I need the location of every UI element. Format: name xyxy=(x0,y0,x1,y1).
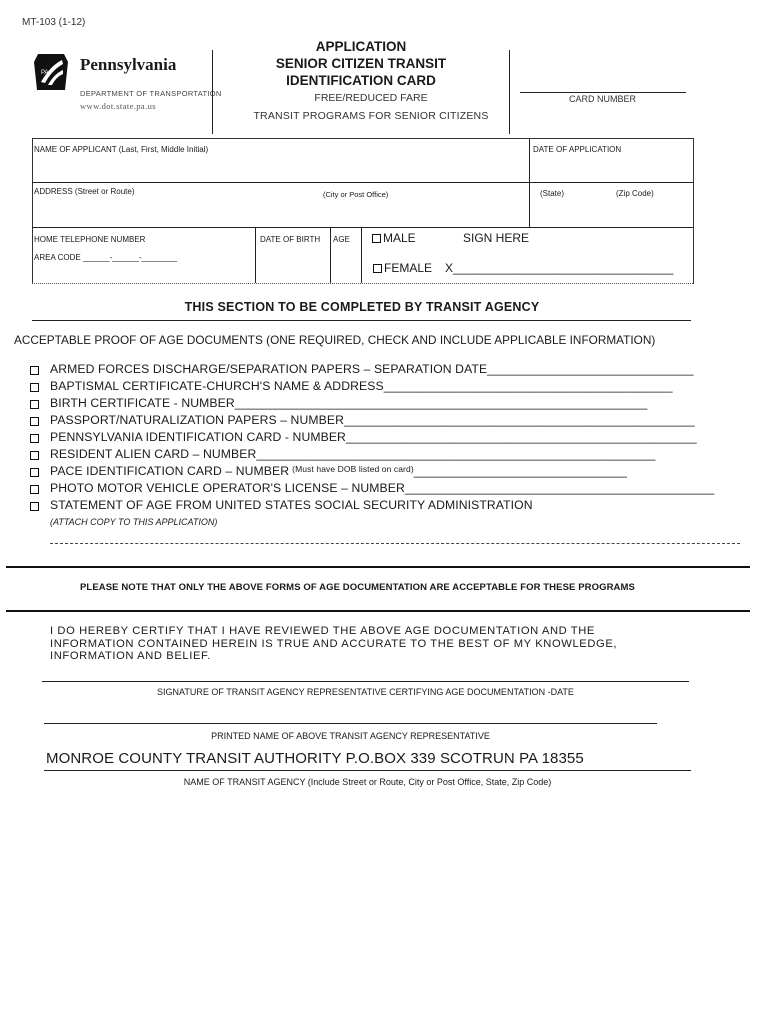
phone-field[interactable]: HOME TELEPHONE NUMBER xyxy=(34,235,146,244)
col-divider xyxy=(330,227,331,283)
certify-line: INFORMATION CONTAINED HEREIN IS TRUE AND ACCURATE TO THE BEST OF MY KNOWLEDGE, xyxy=(50,637,618,650)
row-divider xyxy=(32,283,693,284)
statement-fill-line[interactable] xyxy=(50,543,740,544)
card-number-field[interactable] xyxy=(520,92,686,93)
keystone-logo-icon xyxy=(32,52,70,92)
document-item xyxy=(30,464,750,481)
svg-text:PA: PA xyxy=(41,70,49,76)
department-name: DEPARTMENT OF TRANSPORTATION xyxy=(80,89,222,98)
zip-field[interactable]: (Zip Code) xyxy=(616,189,654,198)
applicant-signature-field[interactable]: X_________________________________ xyxy=(445,261,674,275)
document-checkbox[interactable] xyxy=(30,417,39,426)
document-checkbox[interactable] xyxy=(30,366,39,375)
document-checkbox[interactable] xyxy=(30,434,39,443)
row-divider xyxy=(32,227,693,228)
col-divider xyxy=(361,227,362,283)
certify-line: I DO HEREBY CERTIFY THAT I HAVE REVIEWED THE ABOVE AGE DOCUMENTATION AND THE xyxy=(50,625,595,637)
agency-section-heading: THIS SECTION TO BE COMPLETED BY TRANSIT AGENCY xyxy=(184,300,540,314)
title-line-3: IDENTIFICATION CARD xyxy=(286,73,436,88)
city-field[interactable]: (City or Post Office) xyxy=(323,190,389,199)
document-label: ARMED FORCES DISCHARGE/SEPARATION PAPERS – SEPARATION DATE xyxy=(50,362,488,376)
document-fill-line[interactable]: ____________________________________________________________ xyxy=(234,396,648,410)
document-label: PASSPORT/NATURALIZATION PAPERS – NUMBER xyxy=(50,413,344,427)
title-line-1: APPLICATION xyxy=(315,39,407,54)
name-field[interactable]: NAME OF APPLICANT (Last, First, Middle Initial) xyxy=(34,145,209,154)
male-label: MALE xyxy=(383,231,416,245)
form-number: MT-103 (1-12) xyxy=(22,17,86,28)
row-divider xyxy=(32,182,693,183)
document-item xyxy=(30,498,750,515)
document-fill-line[interactable]: __________________________________________ xyxy=(383,379,673,393)
document-item xyxy=(30,413,750,430)
document-fill-line[interactable]: ______________________________ xyxy=(487,362,694,376)
printed-name-label: PRINTED NAME OF ABOVE TRANSIT AGENCY REPRESENTATIVE xyxy=(211,731,490,741)
date-of-birth-field[interactable]: DATE OF BIRTH xyxy=(260,235,321,244)
document-fill-line[interactable]: __________________________________________________________ xyxy=(256,447,656,461)
subtitle-programs: TRANSIT PROGRAMS FOR SENIOR CITIZENS xyxy=(253,110,489,122)
agency-name-label: NAME OF TRANSIT AGENCY (Include Street or Route, City or Post Office, State, Zip Code) xyxy=(183,777,552,787)
document-fill-line[interactable]: ___________________________________________________ xyxy=(345,430,697,444)
section-divider-top xyxy=(6,566,750,568)
document-item xyxy=(30,379,750,396)
document-checkbox[interactable] xyxy=(30,485,39,494)
agency-name-line xyxy=(44,770,691,771)
title-line-2: SENIOR CITIZEN TRANSIT xyxy=(275,56,447,71)
document-item xyxy=(30,447,750,464)
document-checkbox[interactable] xyxy=(30,451,39,460)
document-checkbox[interactable] xyxy=(30,468,39,477)
document-note: (Must have DOB listed on card) xyxy=(292,464,414,474)
subtitle-fare: FREE/REDUCED FARE xyxy=(314,92,428,104)
document-label: PENNSYLVANIA IDENTIFICATION CARD - NUMBER xyxy=(50,430,346,444)
document-item xyxy=(30,481,750,498)
male-checkbox[interactable] xyxy=(372,234,381,243)
card-number-label: CARD NUMBER xyxy=(568,94,636,104)
certify-line: INFORMATION AND BELIEF. xyxy=(50,650,211,662)
document-label: STATEMENT OF AGE FROM UNITED STATES SOCIAL SECURITY ADMINISTRATION xyxy=(50,498,533,512)
female-label: FEMALE xyxy=(384,261,433,275)
document-label: BAPTISMAL CERTIFICATE-CHURCH'S NAME & ADDRESS xyxy=(50,379,384,393)
age-field[interactable]: AGE xyxy=(333,235,350,244)
sign-here-label: SIGN HERE xyxy=(463,231,530,245)
col-divider xyxy=(255,227,256,283)
state-field[interactable]: (State) xyxy=(540,189,565,198)
documents-list xyxy=(30,362,750,515)
printed-name-line[interactable] xyxy=(44,723,657,724)
document-item xyxy=(30,430,750,447)
date-of-application-field[interactable]: DATE OF APPLICATION xyxy=(533,145,622,154)
agency-signature-line[interactable] xyxy=(42,681,689,682)
heading-underline xyxy=(32,320,691,321)
document-label: RESIDENT ALIEN CARD – NUMBER xyxy=(50,447,257,461)
agency-signature-label: SIGNATURE OF TRANSIT AGENCY REPRESENTATIVE CERTIFYING AGE DOCUMENTATION -DATE xyxy=(157,687,574,697)
document-label: PACE IDENTIFICATION CARD – NUMBER xyxy=(50,464,290,478)
document-fill-line[interactable]: _____________________________________________ xyxy=(404,481,715,495)
proof-intro: ACCEPTABLE PROOF OF AGE DOCUMENTS (ONE REQUIRED, CHECK AND INCLUDE APPLICABLE INFORMATION) xyxy=(14,333,656,347)
website: www.dot.state.pa.us xyxy=(80,101,156,111)
document-label: PHOTO MOTOR VEHICLE OPERATOR'S LICENSE – NUMBER xyxy=(50,481,405,495)
document-item xyxy=(30,396,750,413)
please-note: PLEASE NOTE THAT ONLY THE ABOVE FORMS OF AGE DOCUMENTATION ARE ACCEPTABLE FOR THESE PROGRAMS xyxy=(80,582,635,593)
document-fill-line[interactable]: ___________________________________________________ xyxy=(343,413,695,427)
certification-text xyxy=(50,625,617,663)
attach-note: (ATTACH COPY TO THIS APPLICATION) xyxy=(50,517,218,527)
address-field[interactable]: ADDRESS (Street or Route) xyxy=(34,187,135,196)
col-divider xyxy=(529,138,530,227)
document-checkbox[interactable] xyxy=(30,400,39,409)
area-code-field[interactable]: AREA CODE ______-______-________ xyxy=(34,253,178,262)
document-fill-line[interactable]: _______________________________ xyxy=(413,464,627,478)
document-checkbox[interactable] xyxy=(30,383,39,392)
section-divider-bottom xyxy=(6,610,750,612)
female-checkbox[interactable] xyxy=(373,264,382,273)
document-checkbox[interactable] xyxy=(30,502,39,511)
agency-name-value[interactable]: MONROE COUNTY TRANSIT AUTHORITY P.O.BOX 339 SCOTRUN PA 18355 xyxy=(46,750,584,767)
document-item xyxy=(30,362,750,379)
state-name: Pennsylvania xyxy=(80,55,177,74)
document-label: BIRTH CERTIFICATE - NUMBER xyxy=(50,396,235,410)
